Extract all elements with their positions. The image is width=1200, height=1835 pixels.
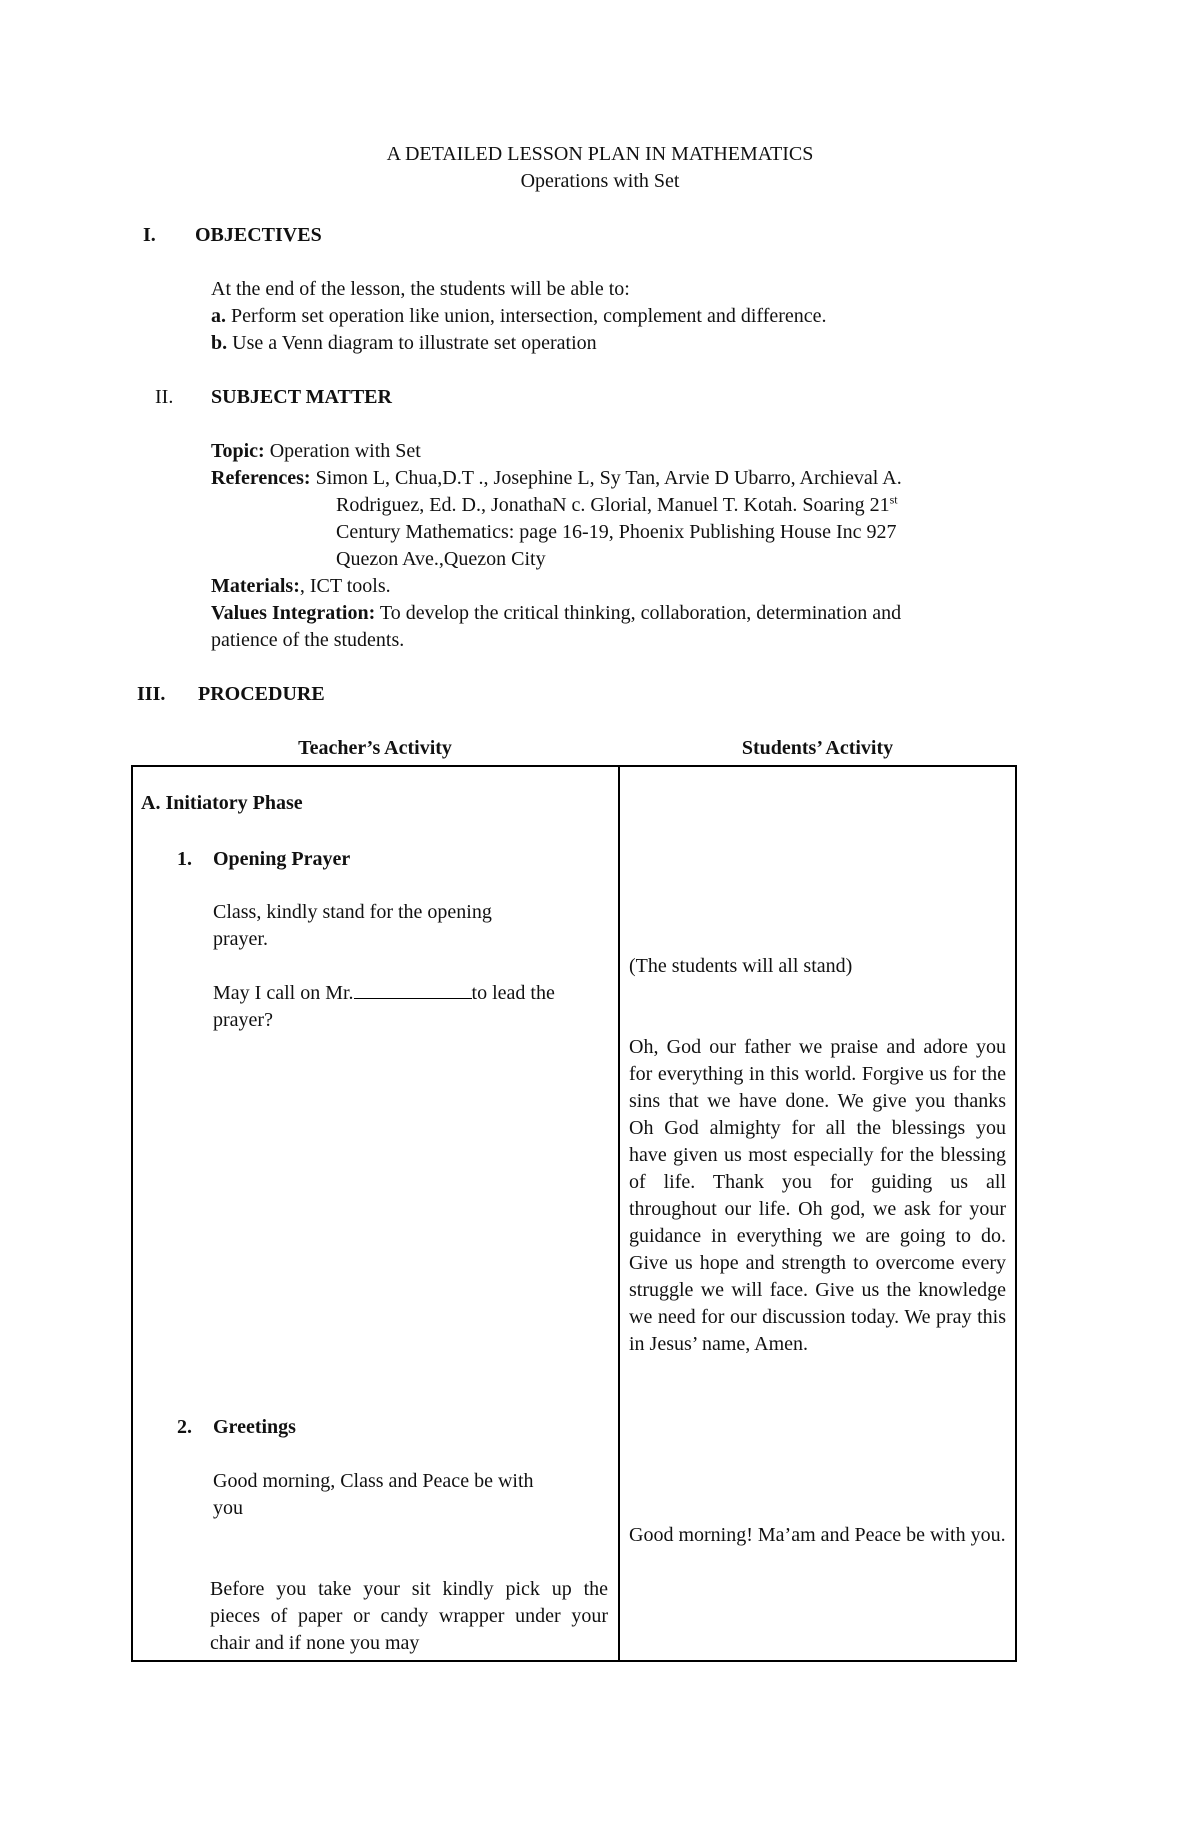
references-line-2: Rodriguez, Ed. D., JonathaN c. Glorial, Manuel T. Kotah. Soaring 21st (336, 492, 898, 516)
references-line-1: References: Simon L, Chua,D.T ., Josephine L, Sy Tan, Arvie D Ubarro, Archieval A. (211, 467, 902, 489)
step-2-title: Greetings (213, 1416, 296, 1438)
teacher-stand-line-1: Class, kindly stand for the opening (213, 901, 492, 923)
teacher-greeting-line-1: Good morning, Class and Peace be with (213, 1470, 534, 1492)
materials-line: Materials:, ICT tools. (211, 575, 391, 597)
teacher-greeting-line-2: you (213, 1497, 243, 1519)
step-2-number: 2. (177, 1416, 192, 1438)
objective-item-a: a. Perform set operation like union, intersection, complement and difference. (211, 305, 827, 327)
section-heading-procedure: PROCEDURE (198, 683, 325, 705)
document-title: A DETAILED LESSON PLAN IN MATHEMATICS (386, 143, 814, 165)
objective-item-b: b. Use a Venn diagram to illustrate set operation (211, 332, 597, 354)
references-line-4: Quezon Ave.,Quezon City (336, 548, 546, 570)
name-blank (354, 980, 472, 999)
phase-heading: A. Initiatory Phase (141, 792, 303, 814)
document-subtitle: Operations with Set (520, 170, 680, 192)
teacher-sit-instruction: Before you take your sit kindly pick up the pieces of paper or candy wrapper under your chair and if none you may (210, 1578, 608, 1654)
students-greeting-response: Good morning! Ma’am and Peace be with you. (629, 1524, 1006, 1546)
section-number-objectives: I. (143, 224, 156, 246)
column-header-teacher: Teacher’s Activity (298, 737, 452, 759)
section-heading-objectives: OBJECTIVES (195, 224, 322, 246)
column-header-students: Students’ Activity (741, 737, 894, 759)
objectives-intro: At the end of the lesson, the students will be able to: (211, 278, 630, 300)
teacher-stand-line-2: prayer. (213, 928, 268, 950)
activity-table-divider (618, 765, 620, 1662)
topic-line: Topic: Operation with Set (211, 440, 421, 462)
step-1-title: Opening Prayer (213, 848, 351, 870)
values-line-1: Values Integration: To develop the critical thinking, collaboration, determination and (211, 602, 902, 624)
students-prayer: Oh, God our father we praise and adore you for everything in this world. Forgive us for the sins that we have done. We give you thanks Oh God almighty for all the blessings you have given us most especially for the blessing of life. Thank you for guiding us all throughout our life. Oh god, we ask for your guidance in everything we are going to do. Give us hope and strength to overcome every struggle we will face. Give us the knowledge we need for our discussion today. We pray this in Jesus’ name, Amen. (629, 1036, 1006, 1355)
students-stand-response: (The students will all stand) (629, 955, 853, 977)
values-line-2: patience of the students. (211, 629, 405, 651)
teacher-call-line-2: prayer? (213, 1009, 273, 1031)
section-heading-subject-matter: SUBJECT MATTER (211, 386, 392, 408)
step-1-number: 1. (177, 848, 192, 870)
section-number-subject-matter: II. (155, 386, 174, 408)
section-number-procedure: III. (137, 683, 166, 705)
references-line-3: Century Mathematics: page 16-19, Phoenix Publishing House Inc 927 (336, 521, 897, 543)
teacher-call-line-1: May I call on Mr. to lead the (213, 982, 555, 1004)
